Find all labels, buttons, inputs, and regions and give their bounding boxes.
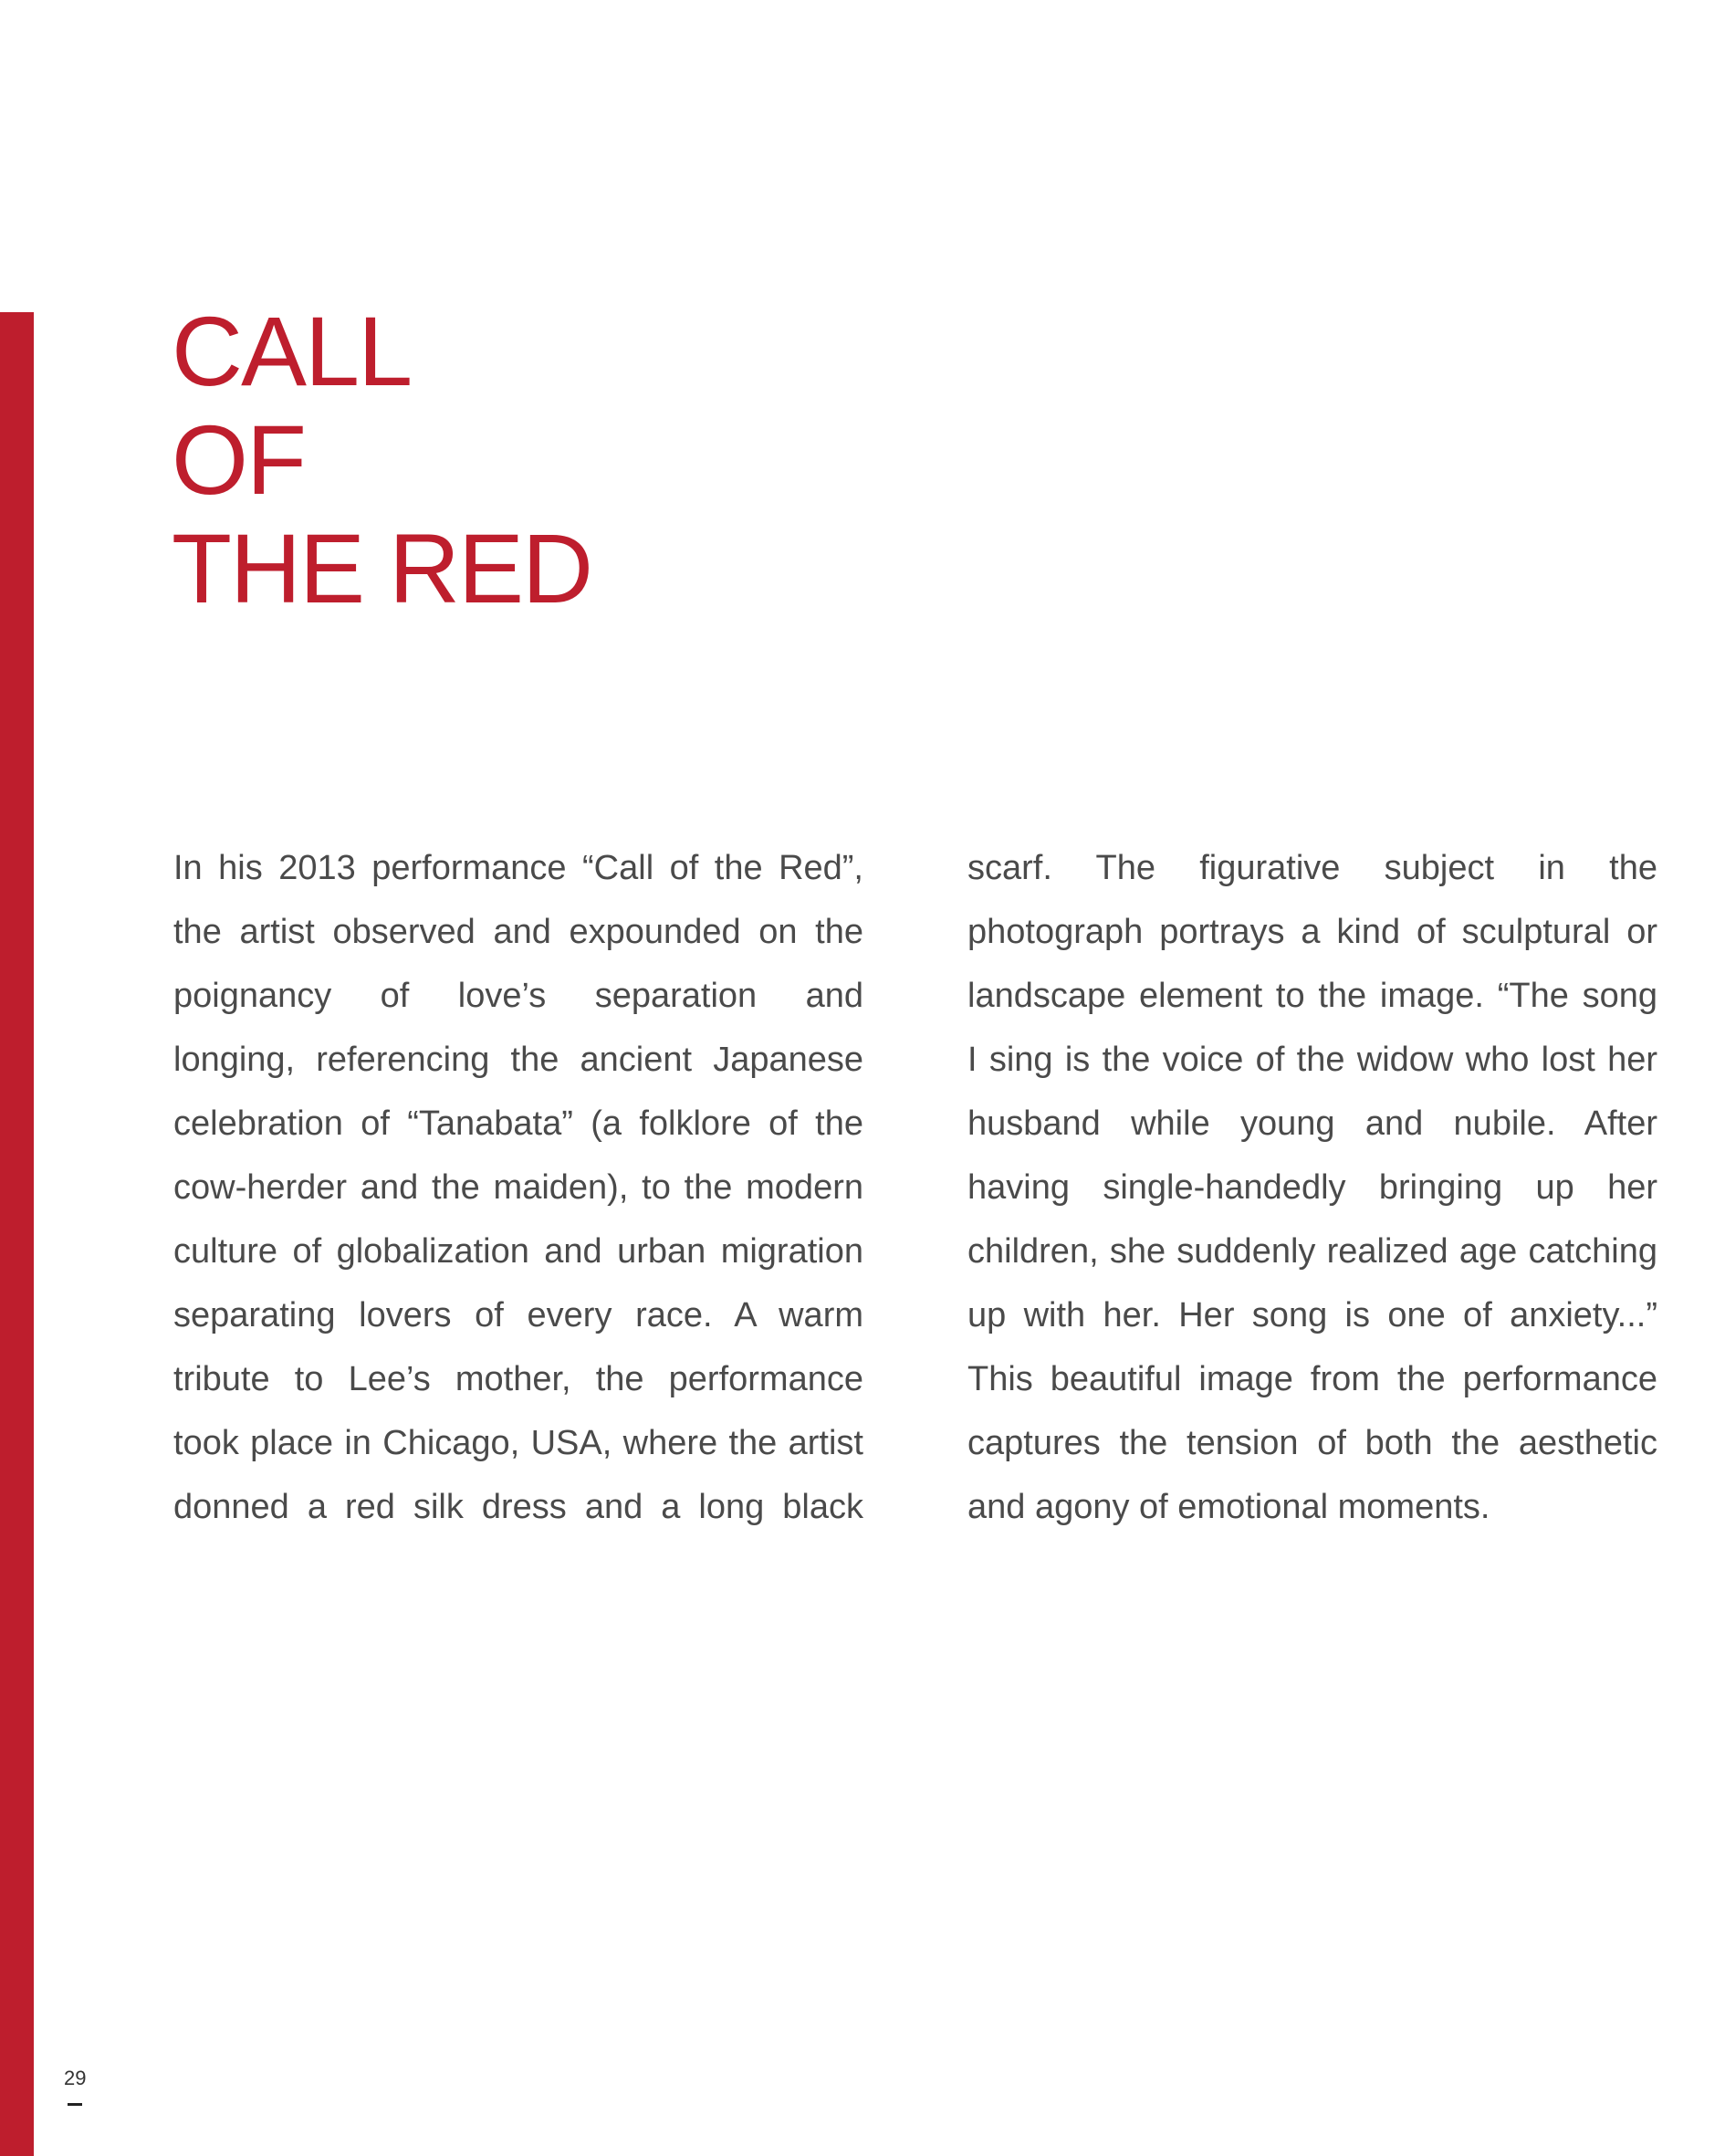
body-text-line: culture of globalization and urban migration bbox=[173, 1232, 863, 1271]
body-text-line: the artist observed and expounded on the bbox=[173, 913, 863, 951]
body-column-right bbox=[967, 836, 1657, 1539]
body-text-line: cow-herder and the maiden), to the modern bbox=[173, 1168, 863, 1207]
body-text-line: celebration of “Tanabata” (a folklore of the bbox=[173, 1104, 863, 1143]
body-text-line: donned a red silk dress and a long black bbox=[173, 1488, 863, 1526]
body-text-line: In his 2013 performance “Call of the Red”, bbox=[173, 849, 863, 887]
page-number: 29 bbox=[64, 2067, 87, 2089]
body-text-line: having single-handedly bringing up her bbox=[967, 1168, 1657, 1207]
body-text-line: children, she suddenly realized age catching bbox=[967, 1232, 1657, 1271]
body-text-line: husband while young and nubile. After bbox=[967, 1104, 1657, 1143]
body-text-line: photograph portrays a kind of sculptural or bbox=[967, 913, 1657, 951]
red-accent-bar bbox=[0, 312, 34, 2156]
body-text-line: took place in Chicago, USA, where the artist bbox=[173, 1424, 863, 1462]
body-text-line: separating lovers of every race. A warm bbox=[173, 1296, 863, 1334]
title-line: OF bbox=[172, 404, 305, 515]
body-text-line: longing, referencing the ancient Japanese bbox=[173, 1041, 863, 1079]
body-text-line: poignancy of love’s separation and bbox=[173, 977, 863, 1015]
body-column-left bbox=[173, 836, 863, 1539]
page-number-underline bbox=[68, 2103, 82, 2106]
body-text-line: tribute to Lee’s mother, the performance bbox=[173, 1360, 863, 1398]
title-line: THE RED bbox=[172, 513, 592, 623]
page-title bbox=[172, 297, 591, 623]
body-text-line: scarf. The figurative subject in the bbox=[967, 849, 1657, 887]
body-text-line: captures the tension of both the aesthetic bbox=[967, 1424, 1657, 1462]
body-text-line: I sing is the voice of the widow who lost her bbox=[967, 1041, 1657, 1079]
body-text-line: and agony of emotional moments. bbox=[967, 1488, 1490, 1526]
body-text-line: landscape element to the image. “The song bbox=[967, 977, 1657, 1015]
body-text-line: up with her. Her song is one of anxiety...” bbox=[967, 1296, 1657, 1334]
body-text-line: This beautiful image from the performance bbox=[967, 1360, 1657, 1398]
title-line: CALL bbox=[172, 296, 412, 406]
